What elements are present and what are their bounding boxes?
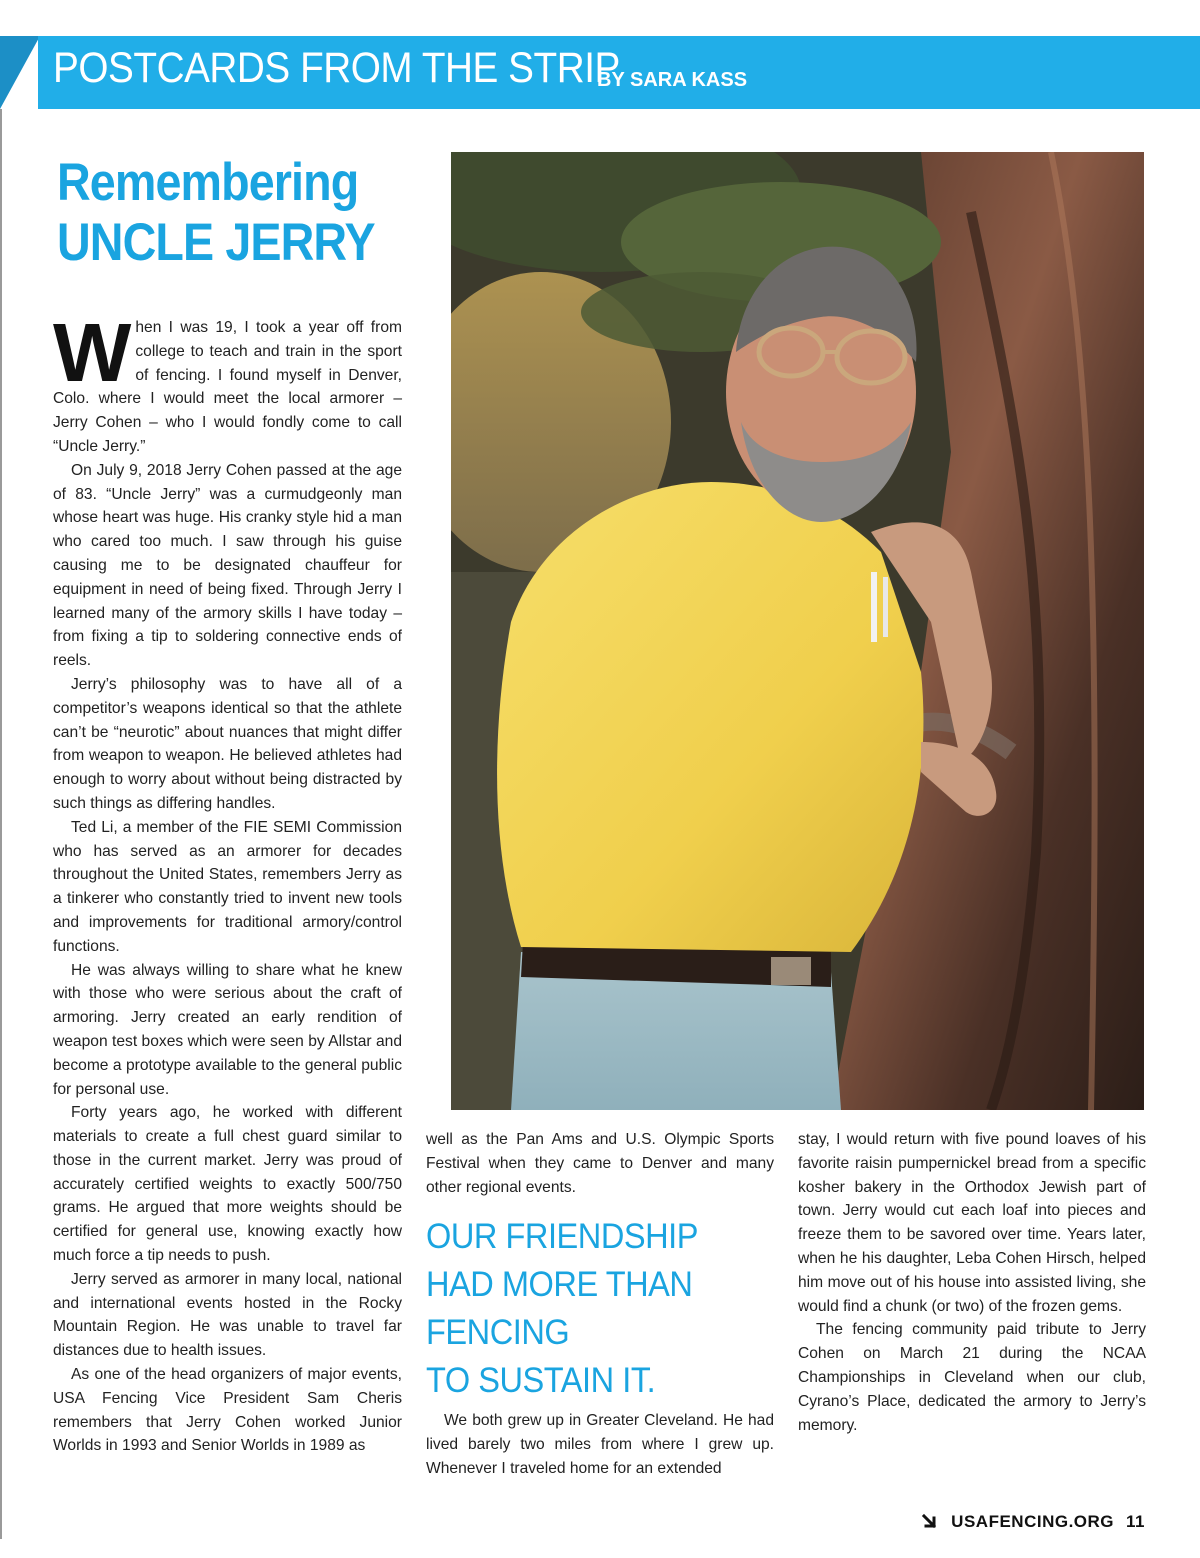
portrait-photo: [451, 152, 1144, 1110]
pull-quote: [426, 1213, 750, 1405]
section-title: POSTCARDS FROM THE STRIP: [53, 44, 620, 92]
drop-cap: W: [53, 306, 130, 399]
paragraph-4: Ted Li, a member of the FIE SEMI Commission who has served as an armorer for decades throughout the United States, remembers Jerry as a tinkerer who constantly tried to invent new tools and improvements for traditional armory/control functions.: [53, 818, 402, 955]
paragraph-6: Forty years ago, he worked with different materials to create a full chest guard similar to those in the current market. Jerry was proud of accurately certified weights to exactly 500/750 grams. He argued that more weights should be certified for general use, knowing exactly how much force a tip needs to push.: [53, 1104, 402, 1265]
paragraph-10: The fencing community paid tribute to Jerry Cohen on March 21 during the NCAA Championships in Cleveland when our club, Cyrano’s Place, dedicated the armory to Jerry’s memory.: [798, 1321, 1146, 1434]
paragraph-1-text: hen I was 19, I took a year off from college to teach and train in the sport of fencing. I found myself in Denver, Colo. where I would meet the local armorer – Jerry Cohen – who I would fondly come to call “Uncle Jerry.”: [53, 319, 402, 455]
pull-quote-line-4: TO SUSTAIN IT.: [426, 1361, 656, 1401]
page-footer: [921, 1512, 1145, 1532]
pull-quote-line-3: FENCING: [426, 1313, 570, 1353]
paragraph-1: [53, 306, 402, 459]
headline-line-1: Remembering: [57, 153, 359, 212]
headline-line-2: UNCLE JERRY: [57, 213, 375, 272]
paragraph-9-continued: stay, I would return with five pound loaves of his favorite raisin pumpernickel bread from a specific kosher bakery in the Orthodox Jewish part of town. Jerry would cut each loaf into pieces and freeze them to be savored over time. Years later, when he his daughter, Leba Cohen Hirsch, helped him move out of his house into assisted living, she would find a chunk (or two) of the frozen gems.: [798, 1131, 1146, 1315]
page-number: 11: [1126, 1512, 1145, 1531]
portrait-photo-illustration: [451, 152, 1144, 1110]
article-column-2: [426, 1128, 774, 1481]
arrow-down-right-icon: [921, 1513, 939, 1531]
paragraph-3: Jerry’s philosophy was to have all of a competitor’s weapons identical so that the athlete can’t be “neurotic” about nuances that might differ from weapon to weapon. He believed athletes had enough to worry about without being distracted by such things as differing handles.: [53, 675, 402, 812]
article-column-3: [798, 1128, 1146, 1437]
paragraph-7: Jerry served as armorer in many local, national and international events hosted in the Rocky Mountain Region. He was unable to travel far distances due to health issues.: [53, 1270, 402, 1360]
article-headline: [57, 153, 374, 273]
page-edge-rule: [0, 109, 2, 1539]
paragraph-2: On July 9, 2018 Jerry Cohen passed at the age of 83. “Uncle Jerry” was a curmudgeonly man whose heart was huge. His cranky style hid a man who cared too much. I saw through his guise causing me to be designated chauffeur for equipment in need of being fixed. Through Jerry I learned many of the armory skills I have today – from fixing a tip to soldering connective ends of reels.: [53, 461, 402, 670]
pull-quote-line-1: OUR FRIENDSHIP: [426, 1217, 698, 1257]
article-column-1: [53, 306, 402, 1458]
band-fold: [0, 36, 40, 109]
paragraph-9-start: We both grew up in Greater Cleveland. He had lived barely two miles from where I grew up. Whenever I traveled home for an extended: [426, 1412, 774, 1477]
paragraph-5: He was always willing to share what he knew with those who were serious about the craft of armoring. Jerry created an early rendition of weapon test boxes which were seen by Allstar and become a prototype available to the general public for personal use.: [53, 961, 402, 1098]
footer-site-link[interactable]: USAFENCING.ORG: [951, 1512, 1115, 1531]
paragraph-8-start: As one of the head organizers of major events, USA Fencing Vice President Sam Cheris remembers that Jerry Cohen worked Junior Worlds in 1993 and Senior Worlds in 1989 as: [53, 1366, 402, 1455]
paragraph-8-continued: well as the Pan Ams and U.S. Olympic Sports Festival when they came to Denver and many other regional events.: [426, 1131, 774, 1196]
pull-quote-line-2: HAD MORE THAN: [426, 1265, 693, 1305]
byline: BY SARA KASS: [597, 69, 748, 91]
